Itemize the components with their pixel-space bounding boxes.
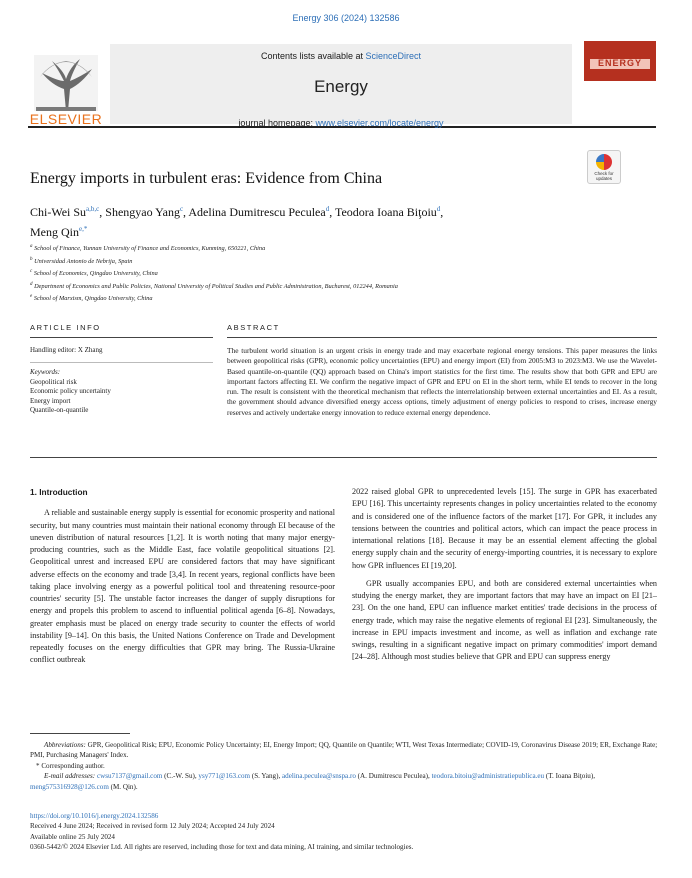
corresponding-author-note: * Corresponding author. bbox=[36, 761, 105, 770]
article-info-divider bbox=[30, 362, 213, 363]
body-left-column bbox=[30, 486, 335, 667]
keywords-block bbox=[30, 368, 210, 416]
elsevier-wordmark: ELSEVIER bbox=[29, 111, 103, 127]
paper-title: Energy imports in turbulent eras: Evidence from China bbox=[30, 170, 383, 187]
sciencedirect-link[interactable]: ScienceDirect bbox=[365, 51, 422, 61]
contents-prefix: Contents lists available at bbox=[260, 51, 366, 61]
affiliation-text: Department of Economics and Public Policies, National University of Political Studies and Public Administration, Bucharest, 012244, Romania bbox=[34, 282, 398, 290]
article-info-heading: ARTICLE INFO bbox=[30, 323, 101, 332]
affiliation-marker: d bbox=[30, 281, 33, 287]
email-owner: (S. Yang), bbox=[250, 772, 282, 781]
author-name[interactable]: Chi-Wei Su bbox=[30, 205, 87, 219]
received-dates: Received 4 June 2024; Received in revised form 12 July 2024; Accepted 24 July 2024 bbox=[30, 822, 275, 831]
article-metadata bbox=[30, 811, 660, 853]
email-owner: (T. Ioana Biţoiu), bbox=[544, 772, 595, 781]
affiliation-text: School of Finance, Yunnan University of Finance and Economics, Kunming, 650221, China bbox=[34, 245, 266, 253]
affiliation-item bbox=[30, 280, 630, 293]
check-updates-icon bbox=[596, 154, 612, 170]
article-info-rule bbox=[30, 337, 213, 338]
author-separator: , bbox=[440, 205, 444, 219]
keyword-item: Quantile-on-quantile bbox=[30, 406, 89, 414]
journal-title: Energy bbox=[314, 77, 368, 96]
email-label: E-mail addresses: bbox=[44, 772, 96, 781]
doi-link[interactable]: https://doi.org/10.1016/j.energy.2024.132586 bbox=[30, 812, 159, 820]
author-list bbox=[30, 201, 590, 241]
affiliation-marker: a bbox=[30, 244, 33, 249]
contents-available-line bbox=[110, 51, 572, 61]
abbreviations-label: Abbreviations: bbox=[44, 741, 86, 749]
abbreviations-footnote bbox=[30, 740, 660, 761]
author-affiliation-marker[interactable]: d bbox=[436, 205, 441, 213]
homepage-prefix: journal homepage: bbox=[238, 118, 316, 128]
affiliation-text: Universidad Antonio de Nebrija, Spain bbox=[34, 257, 133, 265]
author-name[interactable]: Meng Qin bbox=[30, 225, 79, 239]
author-name[interactable]: Adelina Dumitrescu Peculea bbox=[188, 205, 326, 219]
affiliation-text: School of Economics, Qingdao University, China bbox=[33, 270, 158, 278]
affiliation-list bbox=[30, 242, 630, 305]
affiliation-item bbox=[30, 267, 630, 280]
keyword-item: Economic policy uncertainty bbox=[30, 387, 111, 395]
author-affiliation-marker[interactable]: d bbox=[325, 205, 330, 213]
author-name[interactable]: Teodora Ioana Biţoiu bbox=[334, 205, 437, 219]
affiliation-item bbox=[30, 255, 630, 268]
check-updates-label: Check for updates bbox=[594, 171, 614, 181]
front-matter-bottom-rule bbox=[30, 457, 657, 458]
body-paragraph: A reliable and sustainable energy supply is essential for economic prosperity and national security, but many countries must maintain their national economy through EI because of the uneven distribution of natural resources [1,2]. It is worth noting that many major energy-producing countries, such as the Middle East, face volatile geopolitical situations [2]. Geopolitical unrest and increased EPU are considered factors that may have significant adverse effects on the economy and trade [3,4]. In recent years, regional conflicts have been taking place involving energy as a powerful political tool and threatening resource-poor countries' security [5]. The unstable factor increases the danger of supply disruptions for energy and propels this problem to ascend to influential political agenda [6–8]. Nowadays, greater emphasis must be placed on energy trade security to counter the effects of world instability [9–14]. On this basis, the United Nations Conference on Trade and Development repeatedly focuses on the energy difficulties that GPR may bring. The Russia-Ukraine conflict outbreak bbox=[30, 508, 335, 665]
email-owner: (M. Qin). bbox=[108, 782, 138, 791]
section-heading-introduction: 1. Introduction bbox=[30, 487, 88, 497]
body-right-column bbox=[352, 486, 657, 664]
abstract-rule bbox=[227, 337, 657, 338]
journal-cover-thumbnail bbox=[584, 41, 656, 124]
email-link[interactable]: teodora.bitoiu@administratiepublica.eu bbox=[431, 772, 545, 781]
keyword-item: Energy import bbox=[30, 396, 71, 405]
author-affiliation-marker[interactable]: a,b,c bbox=[86, 205, 100, 213]
affiliation-marker: e bbox=[30, 294, 33, 300]
copyright-notice: 0360-5442/© 2024 Elsevier Ltd. All rights are reserved, including those for text and data mining, AI training, and similar technologies. bbox=[30, 843, 414, 852]
affiliation-marker: b bbox=[30, 256, 33, 262]
affiliation-marker: c bbox=[30, 269, 33, 275]
abbreviations-text: GPR, Geopolitical Risk; EPU, Economic Policy Uncertainty; EI, Energy Import; QQ, Quantile on Quantile; WTI, West Texas Intermediate; COVID-19, Coronavirus Disease 2019; ER, Exchange Rate; PMI, Purchasing Managers' Index. bbox=[30, 741, 658, 760]
author-separator: , bbox=[183, 205, 189, 219]
abstract-heading: ABSTRACT bbox=[227, 323, 280, 332]
author-separator: , bbox=[329, 205, 335, 219]
body-paragraph: 2022 raised global GPR to unprecedented levels [15]. The surge in GPR has exacerbated EPU [16]. This uncertainty represents changes in policy uncertainties related to the economy and is considered one of the influence factors of the market [17]. For GPR, it includes any tensions between the countries and political actors, which can impact the peace process in international relations [18]. Because it may be an essential element affecting the global energy supply chain and the security of energy-importing countries, it is necessary to explore how GPR influences EI [19,20]. bbox=[352, 487, 657, 570]
footnotes bbox=[30, 740, 660, 792]
email-link[interactable]: ysy771@163.com bbox=[198, 772, 251, 781]
affiliation-item bbox=[30, 292, 630, 305]
journal-header bbox=[28, 38, 656, 128]
journal-header-box bbox=[110, 44, 572, 128]
email-owner: (C.-W. Su), bbox=[162, 772, 199, 781]
keywords-label: Keywords: bbox=[30, 368, 61, 376]
author-affiliation-marker[interactable]: c bbox=[179, 205, 184, 213]
email-addresses bbox=[30, 771, 660, 792]
handling-editor: Handling editor: X Zhang bbox=[30, 346, 103, 354]
email-owner: (A. Dumitrescu Peculea), bbox=[355, 772, 432, 781]
abstract-text: The turbulent world situation is an urgent crisis in energy trade and may exacerbate regional energy tensions. This paper measures the links between geopolitical risks (GPR), economic policy uncertainties (EPU) and energy import (EI) from 2005:M3 to 2023:M3. We use the Wavelet-Based quantile-on-quantile (QQ) approach based on China's import statistics for the first time. The results show that both GPR and EPU are important factors affecting EI. We confirm the negative impact of GPR and EPU on EI in the short term, while EI tends to recover in the long run. The result is consistent with the theoretical mechanism that reflects the interrelationship between external uncertainties and EI. As a result, the government should advance diversified energy access options, timely adjustment of energy policies to respond to crises, increase energy reserves and actively undertake energy innovation to reduce external energy dependence. bbox=[227, 346, 657, 417]
affiliation-item bbox=[30, 242, 630, 255]
footnote-rule bbox=[30, 733, 130, 734]
cover-lower-panel bbox=[584, 81, 656, 124]
keyword-item: Geopolitical risk bbox=[30, 377, 77, 386]
email-link[interactable]: adelina.peculea@snspa.ro bbox=[282, 772, 356, 781]
author-affiliation-marker[interactable]: e,* bbox=[79, 225, 88, 233]
available-online-date: Available online 25 July 2024 bbox=[30, 832, 115, 841]
body-paragraph: GPR usually accompanies EPU, and both are considered external uncertainties when studying the energy market, they are important factors that may have an impact on EI [21–23]. On the one hand, EPU can influence market entities' trade decisions in the process of energy trade, which may raise the negative elements of regional EI [23]. Simultaneously, the increase in EPU impacts investment and income, as well as inflation and exchange rate swings, resulting in a significant negative impact on primary commodities' import demand [24–28]. Although most studies believe that GPR and EPU can suppress energy bbox=[352, 578, 657, 662]
cover-title: ENERGY bbox=[597, 58, 642, 68]
author-name[interactable]: Shengyao Yang bbox=[105, 205, 180, 219]
email-link[interactable]: cwsu7137@gmail.com bbox=[96, 772, 163, 781]
journal-homepage-link[interactable]: www.elsevier.com/locate/energy bbox=[315, 118, 444, 128]
journal-homepage-line bbox=[110, 118, 572, 128]
check-for-updates-button[interactable] bbox=[587, 150, 621, 184]
email-link[interactable]: meng575316928@126.com bbox=[30, 782, 109, 791]
author-separator: , bbox=[99, 205, 106, 219]
journal-reference-link[interactable]: Energy 306 (2024) 132586 bbox=[292, 13, 400, 23]
affiliation-text: School of Marxism, Qingdao University, China bbox=[33, 295, 153, 303]
